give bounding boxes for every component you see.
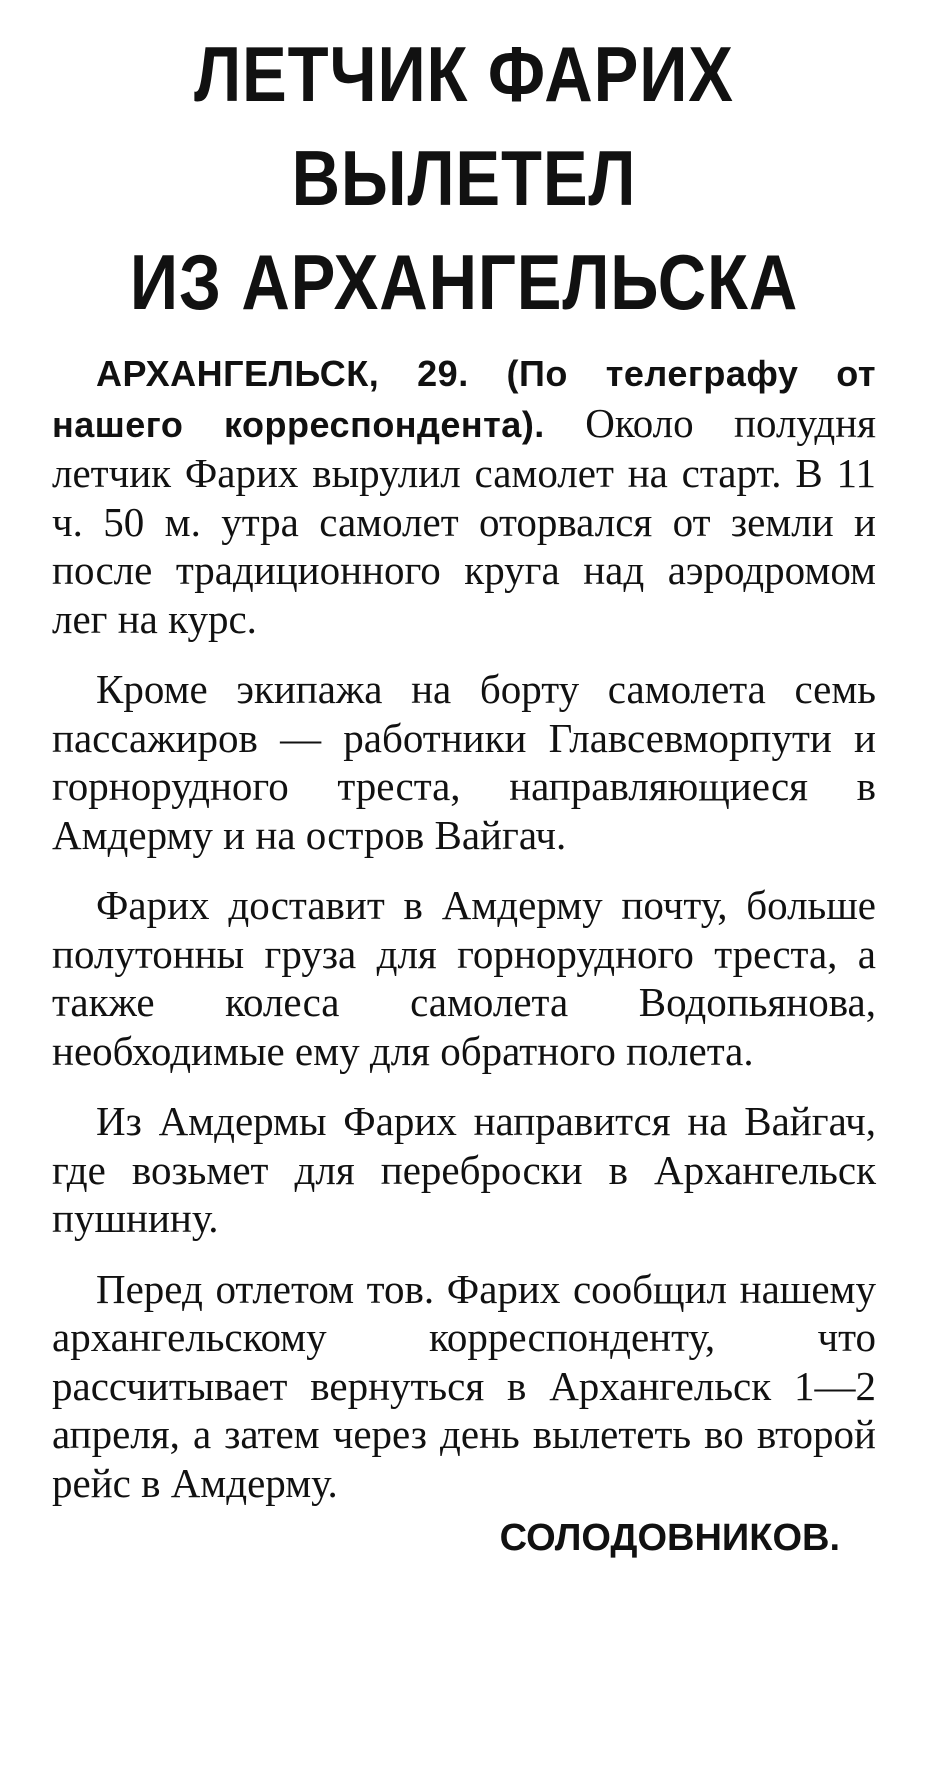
paragraph-2: Кроме экипажа на борту самолета семь пассажиров — работники Главсевморпути и горнорудного треста, направляющиеся в Амдерму и на остров Вайгач. <box>52 666 876 858</box>
paragraph-1 <box>52 348 876 643</box>
author-signature: СОЛОДОВНИКОВ. <box>499 1517 840 1559</box>
paragraph-4: Из Амдермы Фарих направится на Вайгач, где возьмет для переброски в Архангельск пушнину. <box>52 1098 876 1241</box>
headline <box>110 22 819 334</box>
paragraph-3: Фарих доставит в Амдерму почту, больше полутонны груза для горнорудного треста, а также колеса самолета Водопьянова, необходимые ему для обратного полета. <box>52 882 876 1074</box>
headline-line-2: ВЫЛЕТЕЛ <box>291 134 637 222</box>
article-body <box>52 348 876 1563</box>
dateline: АРХАНГЕЛЬСК, 29. (По телеграфу от нашего корреспондента). <box>52 353 876 445</box>
headline-line-1: ЛЕТЧИК ФАРИХ <box>194 30 734 118</box>
headline-line-3: ИЗ АРХАНГЕЛЬСКА <box>129 238 799 326</box>
paragraph-1-text: Около полудня летчик Фарих вырулил самолет на старт. В 11 ч. 50 м. утра самолет оторвался от земли и после традиционного круга над аэродромом лег на курс. <box>52 399 876 642</box>
paragraph-5: Перед отлетом тов. Фарих сообщил нашему архангельскому корреспонденту, что рассчитывает вернуться в Архангельск 1—2 апреля, а затем через день вылететь во второй рейс в Амдерму. <box>52 1265 876 1506</box>
